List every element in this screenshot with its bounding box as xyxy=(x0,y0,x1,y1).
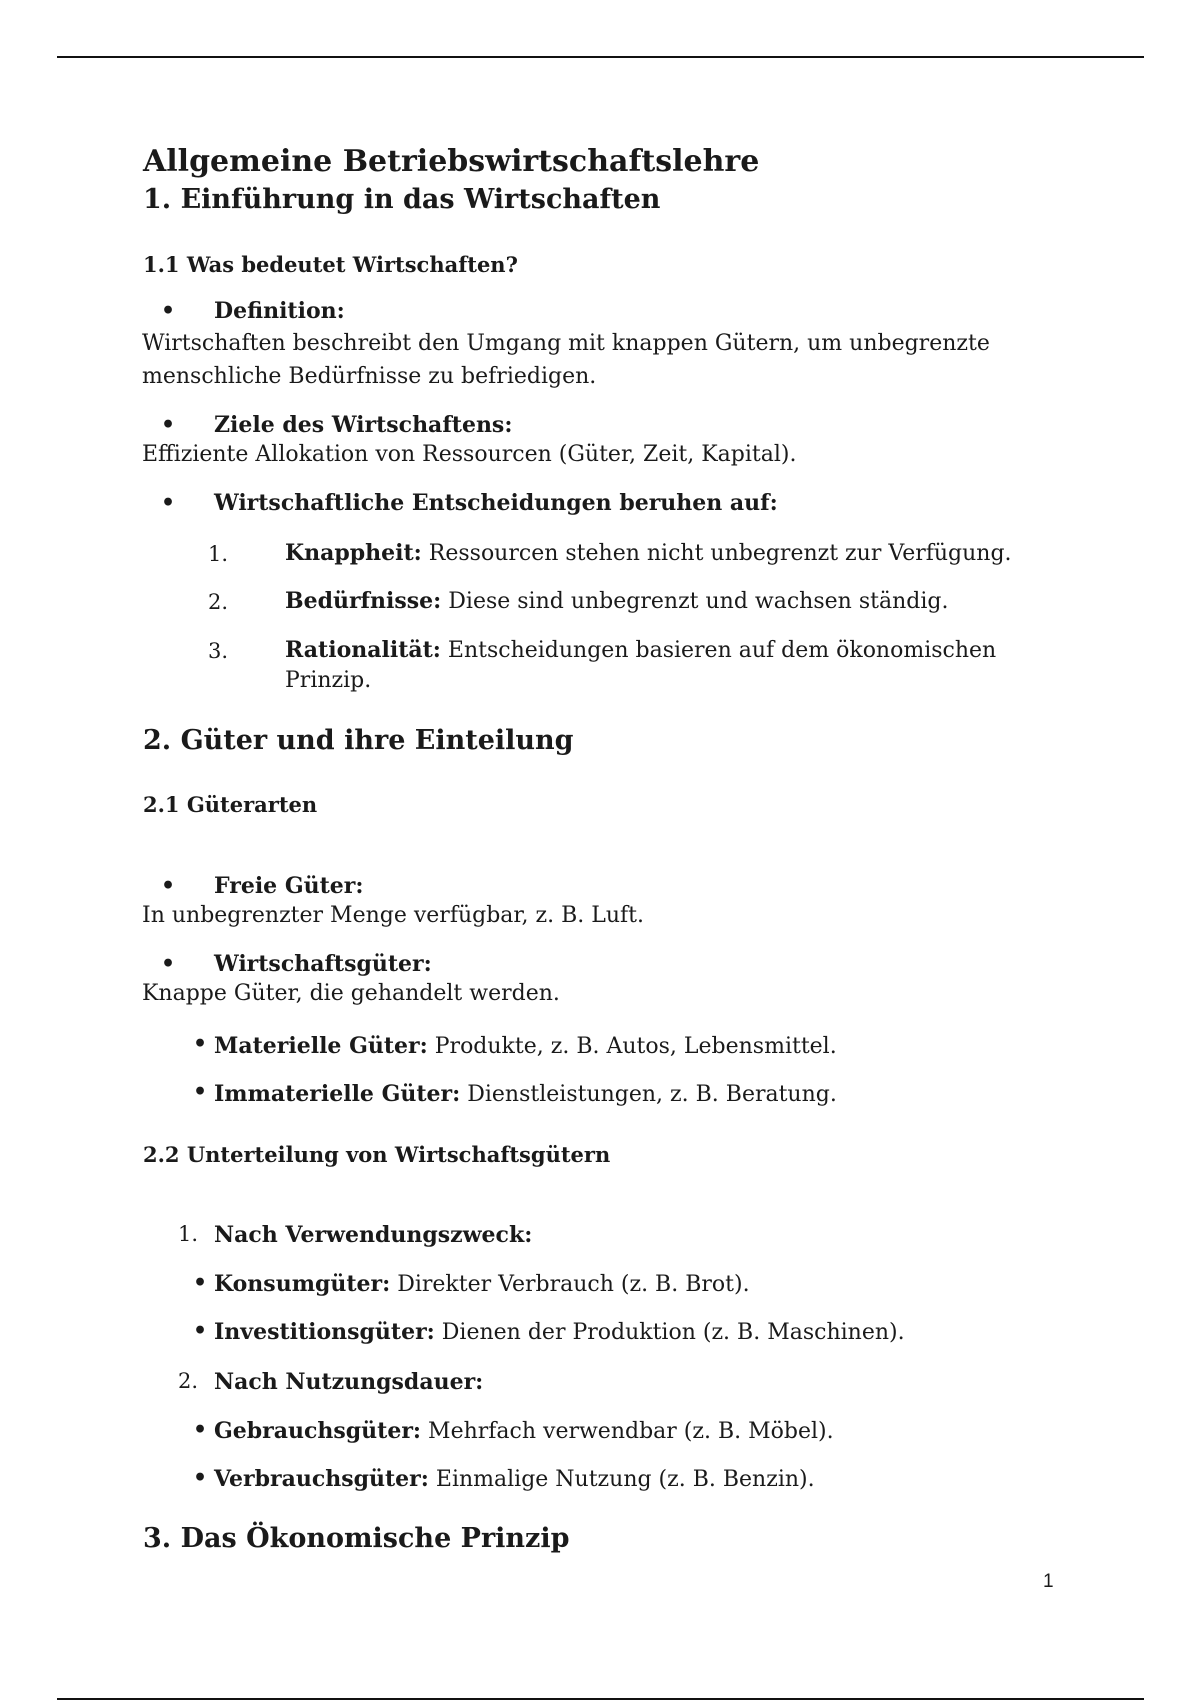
item-text: Produkte, z. B. Autos, Lebensmittel. xyxy=(427,1034,837,1059)
definition-text: Wirtschaften beschreibt den Umgang mit knappen Gütern, um unbegrenzte menschliche Bedürfnisse zu befriedigen. xyxy=(142,331,990,389)
page-number: 1 xyxy=(1043,1571,1054,1592)
bullet: • xyxy=(161,412,176,438)
section-3-heading: 3. Das Ökonomische Prinzip xyxy=(143,1523,570,1554)
list-item xyxy=(214,1317,905,1348)
list-item xyxy=(214,1269,750,1300)
freie-gueter-text: In unbegrenzter Menge verfügbar, z. B. Luft. xyxy=(142,903,644,928)
group-label: Nach Nutzungsdauer: xyxy=(214,1369,484,1395)
list-number: 2. xyxy=(178,1369,199,1393)
bullet: • xyxy=(161,951,176,977)
bullet: • xyxy=(161,873,176,899)
item-text: Dienstleistungen, z. B. Beratung. xyxy=(460,1082,837,1107)
list-number: 3. xyxy=(208,639,229,663)
item-term: Konsumgüter: xyxy=(214,1271,391,1297)
bullet: • xyxy=(193,1417,208,1443)
wirtschaftsgueter-text: Knappe Güter, die gehandelt werden. xyxy=(142,981,560,1006)
item-term: Immaterielle Güter: xyxy=(214,1081,461,1107)
document-title: Allgemeine Betriebswirtschaftslehre xyxy=(143,144,760,179)
ziele-label: Ziele des Wirtschaftens: xyxy=(214,412,513,438)
freie-gueter-label: Freie Güter: xyxy=(214,873,364,899)
item-term: Investitionsgüter: xyxy=(214,1319,435,1345)
entscheidungen-label: Wirtschaftliche Entscheidungen beruhen auf: xyxy=(214,490,778,516)
list-item xyxy=(214,1416,834,1447)
bullet: • xyxy=(193,1270,208,1296)
section-1-1-heading: 1.1 Was bedeutet Wirtschaften? xyxy=(143,252,518,277)
section-2-heading: 2. Güter und ihre Einteilung xyxy=(143,725,574,756)
bullet: • xyxy=(161,490,176,516)
wirtschaftsgueter-label: Wirtschaftsgüter: xyxy=(214,951,432,977)
item-text: Entscheidungen basieren auf dem ökonomischen Prinzip. xyxy=(285,638,997,693)
item-text: Einmalige Nutzung (z. B. Benzin). xyxy=(428,1467,815,1492)
item-term: Rationalität: xyxy=(285,637,441,663)
list-item xyxy=(214,1079,837,1110)
item-text: Diese sind unbegrenzt und wachsen ständig. xyxy=(441,589,949,614)
bullet: • xyxy=(193,1031,208,1057)
section-2-1-heading: 2.1 Güterarten xyxy=(143,792,318,817)
list-item xyxy=(214,1031,837,1062)
list-number: 1. xyxy=(178,1222,199,1246)
item-term: Knappheit: xyxy=(285,540,422,566)
bullet: • xyxy=(193,1465,208,1491)
item-term: Gebrauchsgüter: xyxy=(214,1418,422,1444)
bullet: • xyxy=(193,1079,208,1105)
list-item xyxy=(285,635,1005,696)
item-text: Dienen der Produktion (z. B. Maschinen). xyxy=(434,1320,905,1345)
list-number: 2. xyxy=(208,590,229,614)
bullet: • xyxy=(193,1318,208,1344)
list-number: 1. xyxy=(208,542,229,566)
bullet: • xyxy=(161,298,176,324)
section-2-2-heading: 2.2 Unterteilung von Wirtschaftsgütern xyxy=(143,1142,611,1167)
group-label: Nach Verwendungszweck: xyxy=(214,1222,533,1248)
item-text: Direkter Verbrauch (z. B. Brot). xyxy=(390,1272,750,1297)
item-term: Bedürfnisse: xyxy=(285,588,442,614)
item-text: Mehrfach verwendbar (z. B. Möbel). xyxy=(421,1419,834,1444)
item-text: Ressourcen stehen nicht unbegrenzt zur Verfügung. xyxy=(421,541,1012,566)
ziele-text: Effiziente Allokation von Ressourcen (Güter, Zeit, Kapital). xyxy=(142,442,797,467)
header-rule xyxy=(57,56,1144,58)
section-1-heading: 1. Einführung in das Wirtschaften xyxy=(143,184,661,215)
list-item xyxy=(214,1464,815,1495)
item-term: Materielle Güter: xyxy=(214,1033,428,1059)
item-term: Verbrauchsgüter: xyxy=(214,1466,429,1492)
definition-label: Definition: xyxy=(214,298,345,324)
list-item xyxy=(285,586,948,617)
list-item xyxy=(285,538,1012,569)
